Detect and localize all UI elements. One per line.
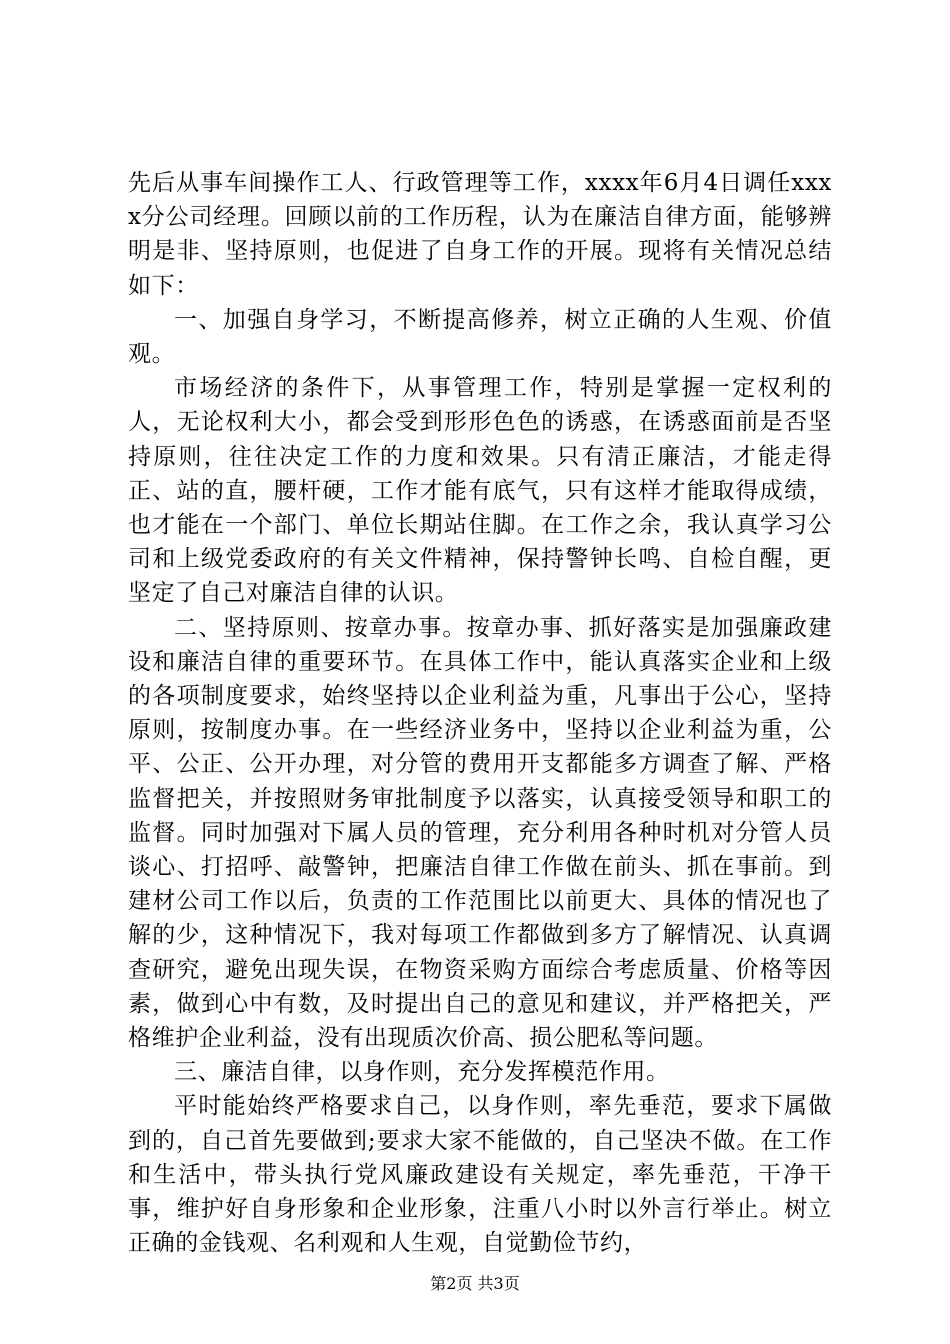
paragraph-intro: 先后从事车间操作工人、行政管理等工作，xxxx年6月4日调任xxxx分公司经理。回顾以前的工作历程，认为在廉洁自律方面，能够辨明是非、坚持原则，也促进了自身工作的开展。现将有关情况总结如下： (128, 170, 832, 299)
section-heading-3: 三、廉洁自律，以身作则，充分发挥模范作用。 (174, 1059, 670, 1086)
paragraph-1: 市场经济的条件下，从事管理工作，特别是掌握一定权利的人，无论权利大小，都会受到形形色色的诱惑，在诱惑面前是否坚持原则，往往决定工作的力度和效果。只有清正廉洁，才能走得正、站的直，腰杆硬，工作才能有底气，只有这样才能取得成绩，也才能在一个部门、单位长期站住脚。在工作之余，我认真学习公司和上级党委政府的有关文件精神，保持警钟长鸣、自检自醒，更坚定了自己对廉洁自律的认识。 (128, 375, 832, 607)
section-heading-1: 一、加强自身学习，不断提高修养，树立正确的人生观、价值观。 (128, 306, 832, 368)
document-body (128, 166, 832, 1261)
section-heading-2-paragraph: 二、坚持原则、按章办事。按章办事、抓好落实是加强廉政建设和廉洁自律的重要环节。在具体工作中，能认真落实企业和上级的各项制度要求，始终坚持以企业利益为重，凡事出于公心，坚持原则，按制度办事。在一些经济业务中，坚持以企业利益为重，公平、公正、公开办理，对分管的费用开支都能多方调查了解、严格监督把关，并按照财务审批制度予以落实，认真接受领导和职工的监督。同时加强对下属人员的管理，充分利用各种时机对分管人员谈心、打招呼、敲警钟，把廉洁自律工作做在前头、抓在事前。到建材公司工作以后，负责的工作范围比以前更大、具体的情况也了解的少，这种情况下，我对每项工作都做到多方了解情况、认真调查研究，避免出现失误，在物资采购方面综合考虑质量、价格等因素，做到心中有数，及时提出自己的意见和建议，并严格把关，严格维护企业利益，没有出现质次价高、损公肥私等问题。 (128, 614, 832, 1052)
paragraph-3: 平时能始终严格要求自己，以身作则，率先垂范，要求下属做到的，自己首先要做到;要求大家不能做的，自己坚决不做。在工作和生活中，带头执行党风廉政建设有关规定，率先垂范，干净干事，维护好自身形象和企业形象，注重八小时以外言行举止。树立正确的金钱观、名利观和人生观，自觉勤俭节约， (128, 1093, 832, 1257)
page-footer: 第2页 共3页 (430, 1274, 520, 1293)
